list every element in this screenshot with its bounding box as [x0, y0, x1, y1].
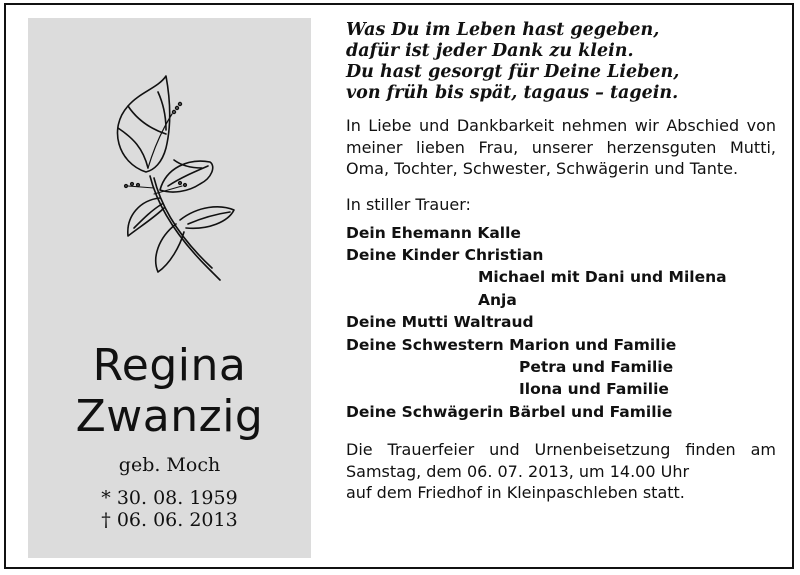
family-list: [346, 222, 776, 424]
family-member: Michael mit Dani und Milena: [478, 268, 727, 287]
funeral-text: Die Trauerfeier und Urnenbeisetzung finden am Samstag, dem 06. 07. 2013, um 14.00 Uhr: [346, 440, 776, 481]
last-name: Zwanzig: [75, 391, 264, 442]
death-date: † 06. 06. 2013: [101, 509, 238, 531]
first-name: Regina: [92, 340, 247, 391]
text-column: [346, 20, 776, 504]
obituary-frame: [4, 3, 794, 569]
family-member: Dein Ehemann Kalle: [346, 223, 521, 242]
poem-line: Was Du im Leben hast gegeben,: [346, 20, 660, 40]
mourning-intro: In stiller Trauer:: [346, 194, 471, 214]
portrait-panel: [28, 18, 311, 558]
family-member: Petra und Familie: [519, 357, 674, 376]
poem-line: Du hast gesorgt für Deine Lieben,: [346, 62, 680, 82]
maiden-name: geb. Moch: [118, 454, 221, 476]
poem-line: von früh bis spät, tagaus – tagein.: [346, 83, 679, 103]
funeral-text-last: auf dem Friedhof in Kleinpaschleben statt.: [346, 483, 685, 503]
family-member: Anja: [478, 290, 517, 309]
farewell-text: In Liebe und Dankbarkeit nehmen wir Abschied von meiner lieben Frau, unserer herzensguten Mutti, Oma, Tochter, Schwester, Schwägerin und Tante.: [346, 116, 776, 178]
family-member: Deine Kinder Christian: [346, 245, 544, 264]
family-member: Deine Mutti Waltraud: [346, 313, 534, 332]
family-member: Deine Schwestern Marion und Familie: [346, 335, 677, 354]
family-member: Ilona und Familie: [519, 380, 669, 399]
poem: [346, 20, 776, 104]
birth-date: * 30. 08. 1959: [101, 487, 238, 509]
calla-lily-icon: [88, 68, 238, 288]
funeral-info: [346, 439, 776, 504]
poem-line: dafür ist jeder Dank zu klein.: [346, 41, 634, 61]
family-member: Deine Schwägerin Bärbel und Familie: [346, 402, 673, 421]
